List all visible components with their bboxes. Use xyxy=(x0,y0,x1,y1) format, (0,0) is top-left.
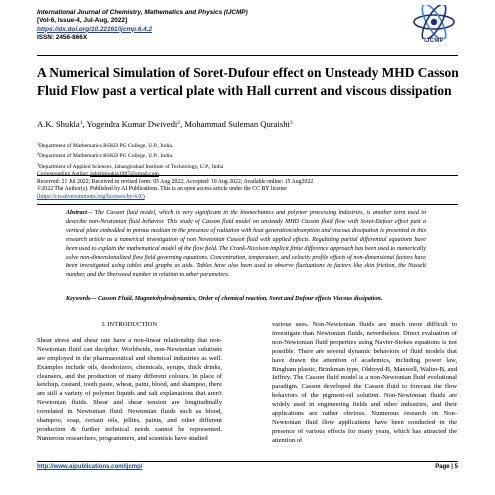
author-separator: , xyxy=(180,119,185,129)
affiliation-mark: 2 xyxy=(37,151,39,157)
volume-issue: [Vol-6, Issue-4, Jul-Aug, 2022] xyxy=(37,17,128,25)
abstract-text: — The Casson fluid model, which is very significant in the biomechanics and polymer processing industries, is another term used to describe non-Newtonian fluid behavior. This study of Casson fluid model on unsteady MHD Casson fluid flow with Soret-Dufour effect past a vertical plate embedded in porous medium in the presence of radiation with heat generation/absorption and viscous dissipation is presented in this research article as a numerical investigation of non Newtonian Casson fluid with applied effects. Regulating partial differential equations have been used to explain the mathematical model of the flow field. The Crank-Nicolson implicit finite difference approach has been used to numerically solve non-dimensionalized flow field governing equations. Concentration, temperature, and velocity profile effects of non-dimensional factors have been investigated using tables and graphs as aids. Tables have also been used to observe fluctuations in factors like skin friction, the Nusselt number, and the Sherwood number in relation to other parameters. xyxy=(66,210,426,279)
author-name: Yogendra Kumar Dwivedi xyxy=(86,119,178,129)
author-name: Mohammad Suleman Quraishi xyxy=(184,119,290,129)
journal-header xyxy=(37,9,367,43)
corresponding-email[interactable]: ashishshukla1987@gmail.com xyxy=(90,171,159,178)
logo-text: IJCMP xyxy=(424,38,444,44)
abstract-label: Abstract xyxy=(66,210,87,216)
affiliations xyxy=(37,140,462,179)
right-column xyxy=(272,321,457,446)
footer-divider xyxy=(37,461,458,462)
right-column-text: various uses. Non-Newtonian fluids are much more difficult to investigate than Newtonian fluids, nevertheless. Direct evaluation of non-Newtonian fluid properties using Navier-Stokes equations is not possible. There are several dynamic behaviors of fluid models that have drawn the attention of academics, including power law, Bingham plastic, Brinkman type, Oldroyd-B, Maxwell, Walter-B, and Jeffrey. The Casson fluid model is a non-Newtonian fluid evolutional paradigm. Casson developed the Casson fluid to forecast the flow behaviors of the pigment-oil solution. Non-Newtonian fluids are widely used in engineering fields and other industries, and their applications are rather obvious. Numerous research on Non-Newtonian fluid flow applications have been conducted in the presence of various effects for many years, which has attracted the attention of xyxy=(272,321,457,444)
received-dates: Received: 21 Jul 2022; Received in revised form: 05 Aug 2022; Accepted: 10 Aug 2022; Available online: 15 Aug2022 xyxy=(37,179,314,185)
affiliation-text: Department of Mathematics RSKD PG College, U.P., India. xyxy=(39,143,174,149)
left-column xyxy=(37,321,222,444)
author-affiliation-mark: 2 xyxy=(177,120,181,126)
issn: ISSN: 2456-866X xyxy=(37,34,88,42)
page-number: Page | 5 xyxy=(435,464,458,470)
article-history xyxy=(37,179,462,201)
affiliation-text: Department of Mathematics RSKD PG College, U.P., India. xyxy=(39,153,174,160)
corresponding-label: Corresponding Author: xyxy=(37,171,91,178)
affiliation-mark: 3 xyxy=(37,161,39,167)
footer-url[interactable]: http://www.aipublications.com/ijcmp/ xyxy=(37,464,143,470)
author-list xyxy=(37,118,462,130)
left-column-text: Shear stress and shear rate have a non-linear relationship that non-Newtonian fluid can decipher. Worldwide, non-Newtonian solutions are employed in the pharmaceutical and chemical industries as well. Examples include oils, deodorizers, chemicals, syrups, thick drinks, cleansers, and the production of many different colours. In place of ketchup, custard, tooth paste, wheat, paint, blood, and shampoo, there are still a variety of polymer liquids and salt explanations that aren't Newtonian fluids. Shear and shear tension are longitudinally correlated in Newtonian fluid. Newtonian fluids such as blood, shampoo, soap, certain oils, jellies, paints, and other different production & further technical needs cannot be represented. Numerous researchers, programmers, and scientists have studied xyxy=(37,336,222,442)
author-separator: , xyxy=(82,119,87,129)
doi-link[interactable]: https://dx.doi.org/10.22161/ijcmp.6.4.2 xyxy=(37,25,153,33)
affiliation-line xyxy=(37,150,462,160)
paper-title: A Numerical Simulation of Soret-Dufour effect on Unsteady MHD Casson Fluid Flow past a vertical plate with Hall current and viscous dissipation xyxy=(37,65,459,98)
section-heading: I. INTRODUCTION xyxy=(101,321,158,328)
affiliation-mark: 1 xyxy=(37,141,39,146)
journal-logo xyxy=(405,5,463,49)
journal-name: International Journal of Chemistry, Mathematics and Physics (IJCMP) xyxy=(37,9,248,16)
atom-logo-icon xyxy=(405,5,463,39)
author-affiliation-mark: 1 xyxy=(79,120,83,126)
copyright: ©2022 The Author(s). Published by AI Publications. This is an open access article under the CC BY license xyxy=(37,186,287,193)
abstract xyxy=(66,209,426,280)
divider xyxy=(37,204,458,205)
divider xyxy=(37,175,458,176)
affiliation-text: Department of Applied Sciences, Jahangirabad Institute of Technology, U.P., India xyxy=(39,163,224,170)
author-affiliation-mark: 3 xyxy=(289,120,293,126)
header-divider xyxy=(37,55,458,56)
keywords: Keywords— Casson Fluid, Magnetohydrodynamics, Order of chemical reaction, Soret and Dufour effects Viscous dissipation. xyxy=(66,296,383,302)
affiliation-line xyxy=(37,140,462,150)
author-name: A.K. Shukla xyxy=(37,119,80,129)
affiliation-line xyxy=(37,161,462,171)
license-link[interactable]: (https://creativecommons.org/licenses/by/4.0/) xyxy=(37,193,145,200)
